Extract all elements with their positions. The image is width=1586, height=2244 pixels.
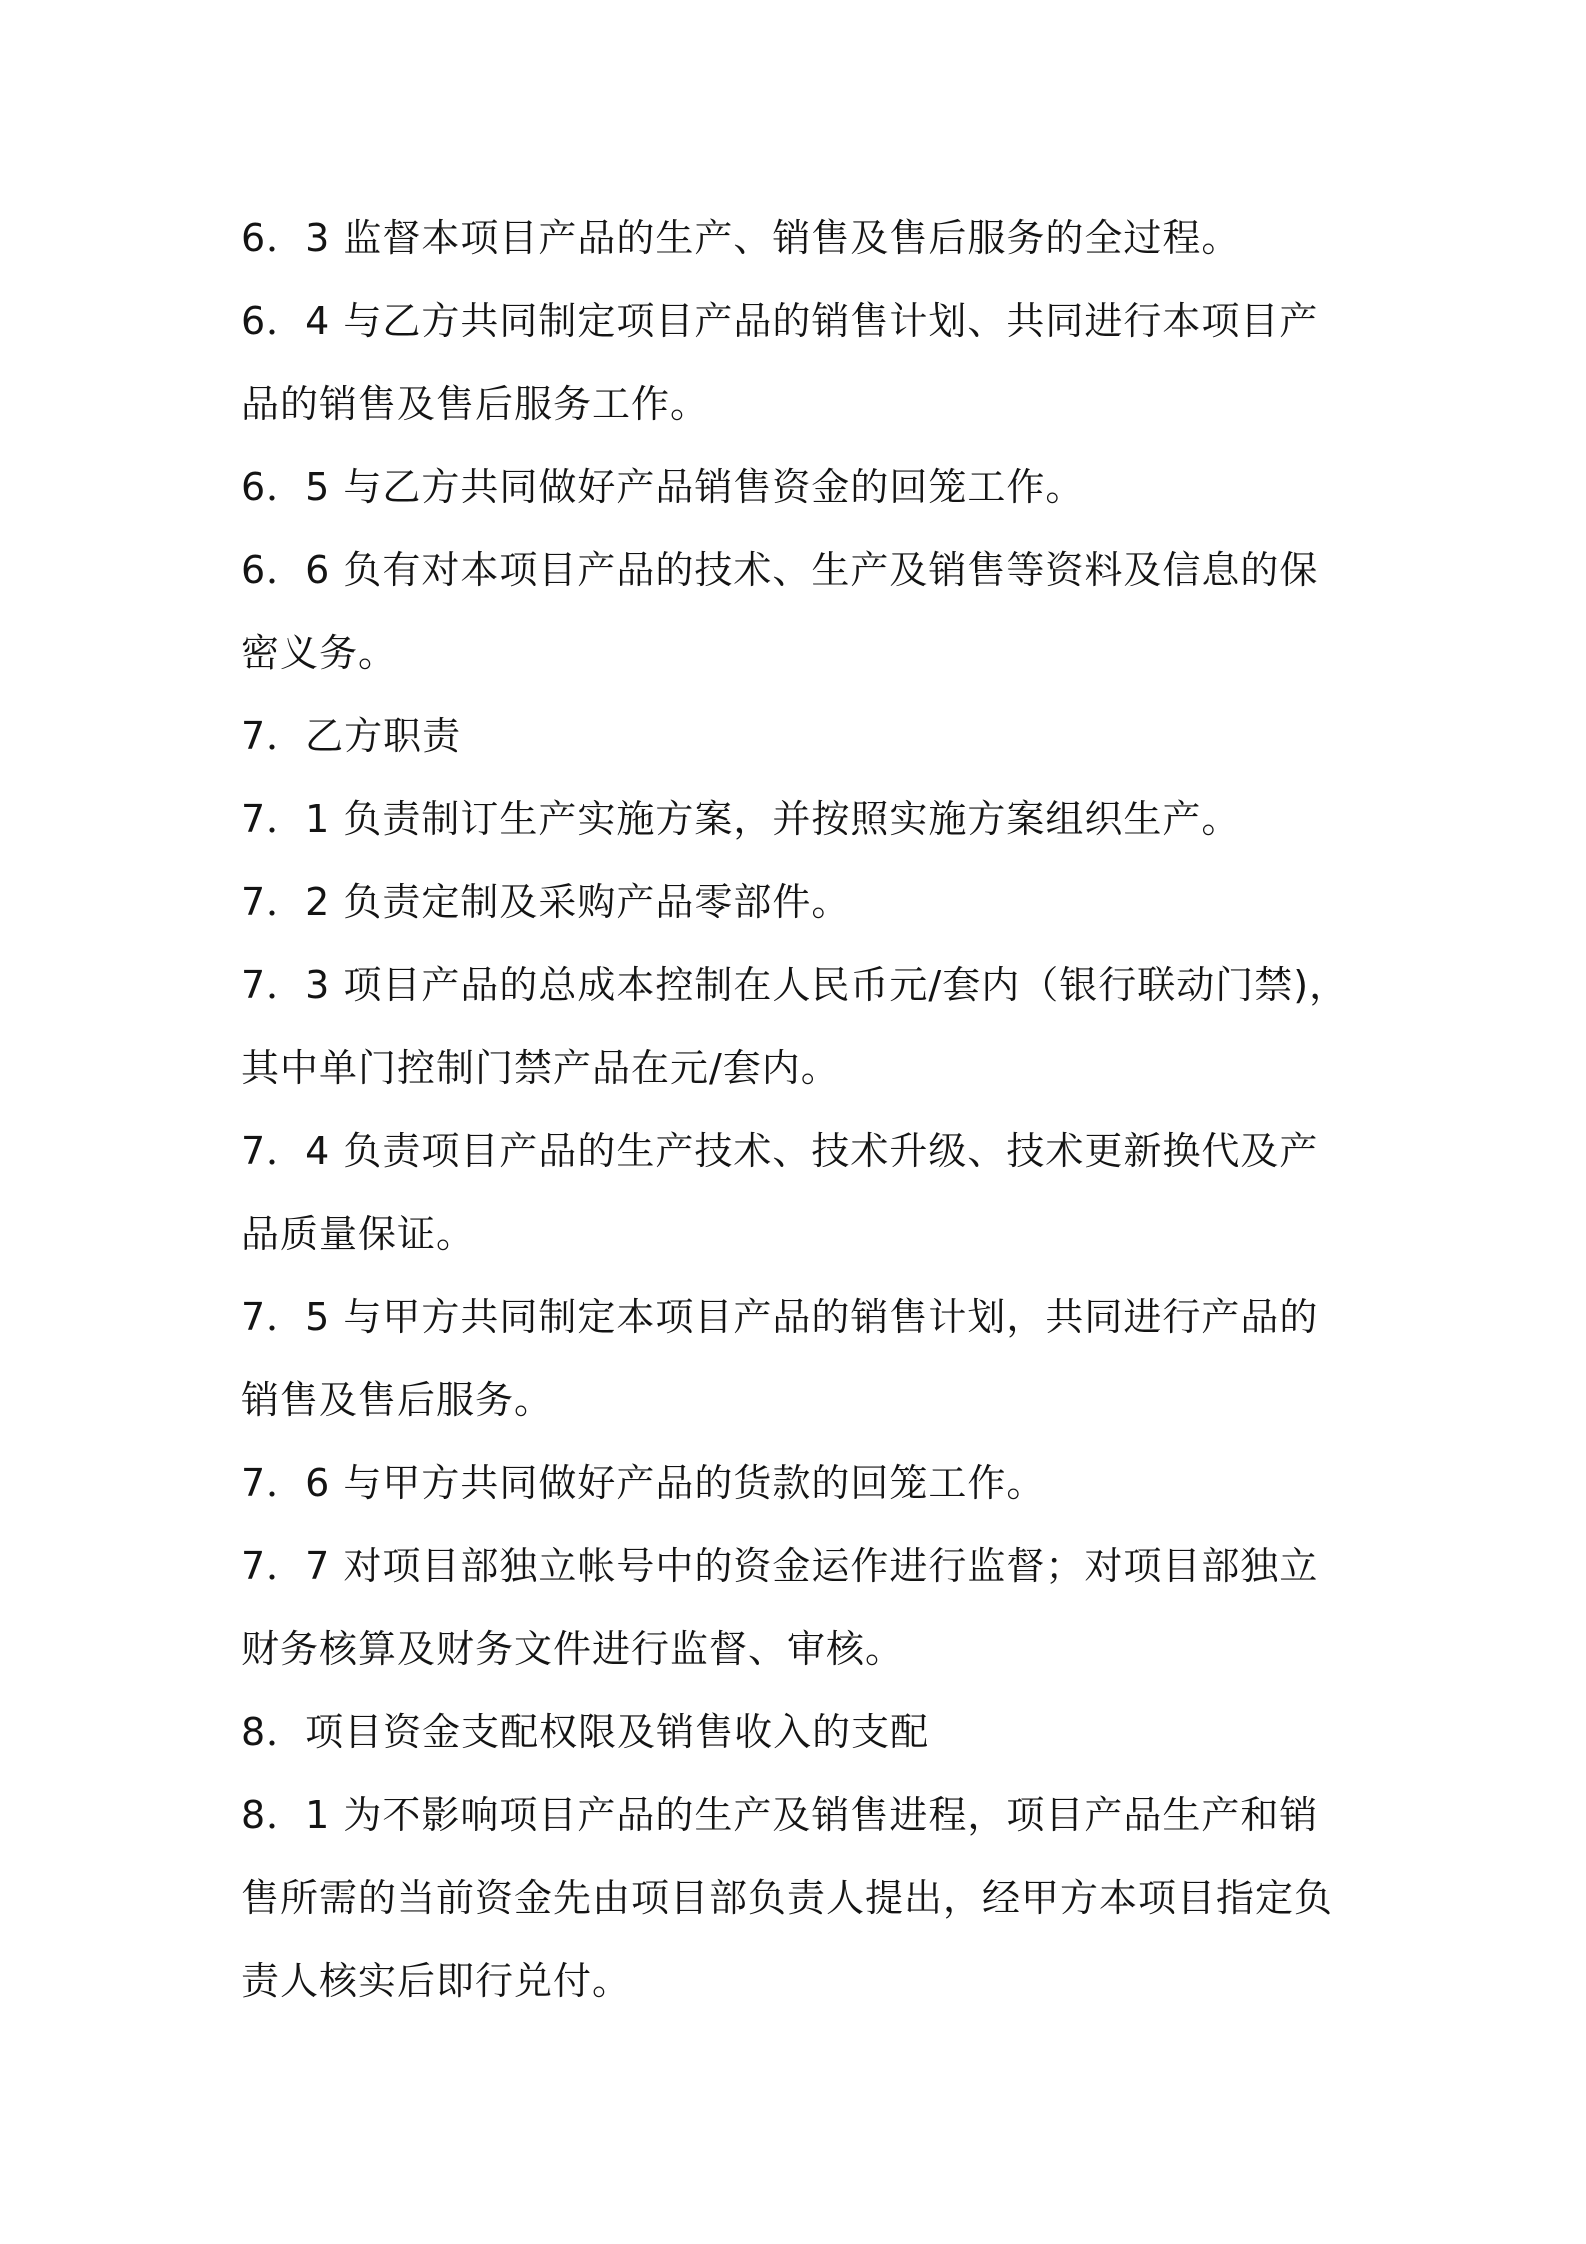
- paragraph-6-3: 6．3 监督本项目产品的生产、销售及售后服务的全过程。: [241, 216, 1241, 260]
- paragraph-7-7: 7．7 对项目部独立帐号中的资金运作进行监督；对项目部独立财务核算及财务文件进行监督、审核。: [241, 1544, 1319, 1671]
- paragraph-6-4: 6．4 与乙方共同制定项目产品的销售计划、共同进行本项目产品的销售及售后服务工作。: [241, 299, 1319, 426]
- paragraph-7-4: 7．4 负责项目产品的生产技术、技术升级、技术更新换代及产品质量保证。: [241, 1129, 1319, 1256]
- paragraph-7-3: 7．3 项目产品的总成本控制在人民币元/套内（银行联动门禁)，其中单门控制门禁产品在元/套内。: [241, 963, 1349, 1090]
- section-heading-7: 7．乙方职责: [241, 714, 462, 758]
- paragraph-7-2: 7．2 负责定制及采购产品零部件。: [241, 880, 851, 924]
- document-body: [241, 197, 1356, 2023]
- paragraph-7-1: 7．1 负责制订生产实施方案，并按照实施方案组织生产。: [241, 797, 1241, 841]
- paragraph-6-5: 6．5 与乙方共同做好产品销售资金的回笼工作。: [241, 465, 1085, 509]
- paragraph-6-6: 6．6 负有对本项目产品的技术、生产及销售等资料及信息的保密义务。: [241, 548, 1319, 675]
- section-heading-8: 8．项目资金支配权限及销售收入的支配: [241, 1710, 930, 1754]
- paragraph-7-5: 7．5 与甲方共同制定本项目产品的销售计划，共同进行产品的销售及售后服务。: [241, 1295, 1319, 1422]
- paragraph-7-6: 7．6 与甲方共同做好产品的货款的回笼工作。: [241, 1461, 1046, 1505]
- paragraph-8-1: 8．1 为不影响项目产品的生产及销售进程，项目产品生产和销售所需的当前资金先由项目部负责人提出，经甲方本项目指定负责人核实后即行兑付。: [241, 1793, 1334, 2003]
